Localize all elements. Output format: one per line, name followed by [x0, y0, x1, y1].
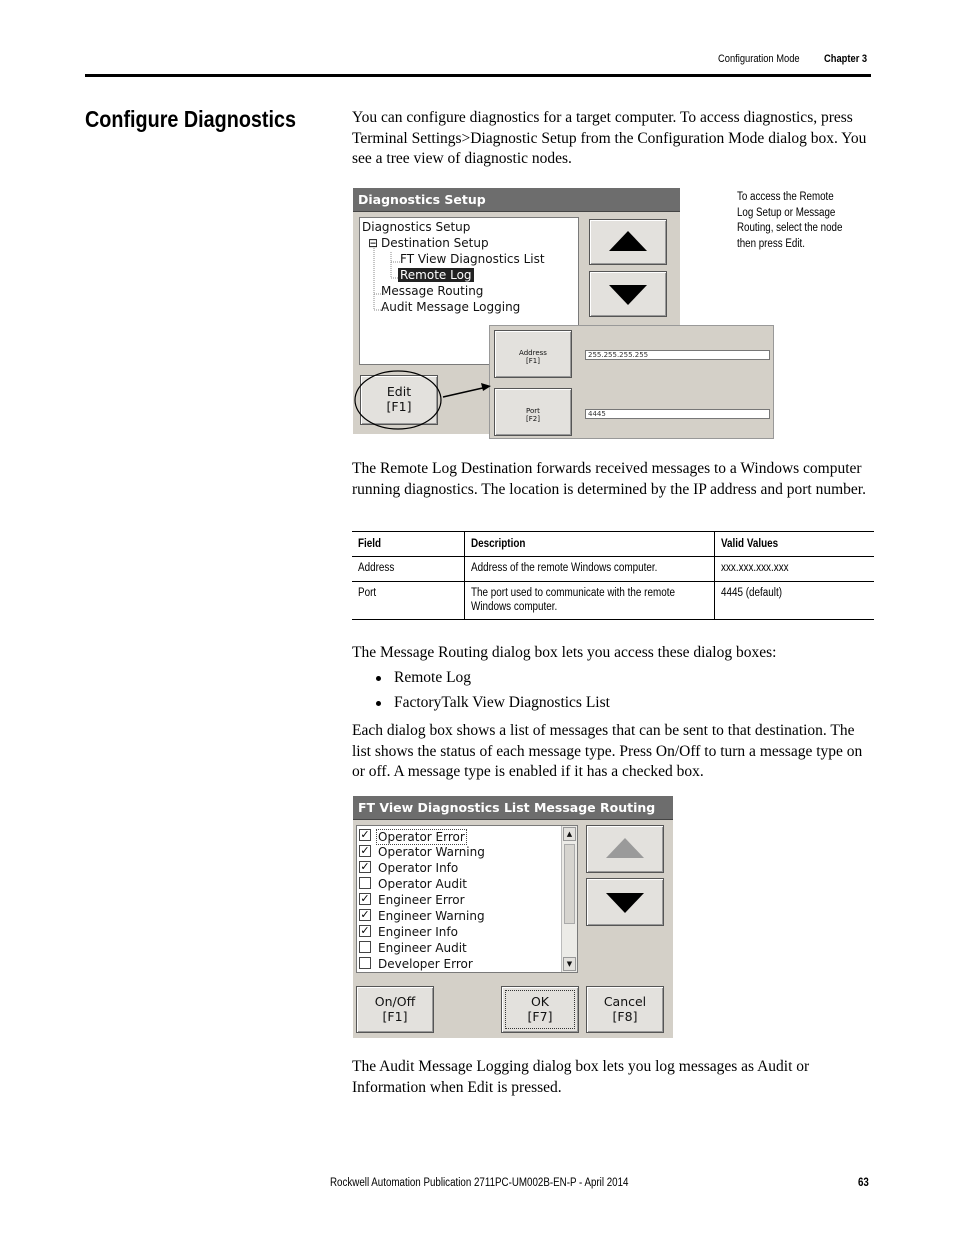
list-scrollbar[interactable]: [561, 826, 577, 972]
bullet-list: [374, 668, 610, 718]
list-item-label: Engineer Info: [378, 925, 458, 939]
message-routing-titlebar: FT View Diagnostics List Message Routing: [353, 796, 673, 820]
footer-publication: Rockwell Automation Publication 2711PC-UM002B-EN-P - April 2014: [330, 1177, 629, 1189]
port-button-key: [F2]: [526, 415, 540, 423]
checkbox[interactable]: ✓: [360, 924, 370, 937]
port-button-label: Port: [526, 407, 540, 415]
table-cell-text: The port used to communicate with the remote: [470, 587, 675, 599]
edit-callout-ellipse: [355, 371, 441, 429]
table-header-description: [464, 532, 714, 557]
checkbox[interactable]: ✓: [360, 892, 370, 905]
list-item-label: Operator Warning: [378, 845, 485, 859]
list-item[interactable]: [359, 908, 559, 923]
list-item[interactable]: [359, 828, 559, 843]
address-button-key: [F1]: [526, 357, 540, 365]
table-cell-text: Address of the remote Windows computer.: [470, 562, 657, 574]
edit-callout-overlay: [340, 360, 500, 440]
list-item-label: Operator Info: [378, 861, 459, 875]
on-off-button-label: On/Off: [374, 994, 416, 1009]
list-item: [374, 693, 610, 718]
table-row: [352, 557, 874, 582]
table-cell-text: Windows computer.: [470, 601, 557, 613]
list-item-text: Remote Log: [394, 669, 472, 686]
diagnostics-setup-titlebar: Diagnostics Setup: [353, 188, 680, 212]
list-item-text: FactoryTalk View Diagnostics List: [394, 694, 610, 711]
message-type-list: [356, 825, 578, 973]
list-item[interactable]: [359, 876, 559, 891]
scroll-up-button[interactable]: [586, 825, 664, 873]
table-cell: [714, 582, 874, 620]
remote-log-paragraph: The Remote Log Destination forwards received messages to a Windows computer running diagnostics. The location is determined by the IP address and port number.: [352, 460, 866, 498]
scroll-down-button[interactable]: [589, 271, 667, 317]
address-button-label: Address: [519, 349, 547, 357]
table-cell-text: xxx.xxx.xxx.xxx: [720, 562, 789, 574]
message-routing-screenshot: [353, 796, 673, 1038]
tree-node-diagnostics-setup[interactable]: Diagnostics Setup: [362, 220, 471, 234]
checkbox[interactable]: [359, 877, 371, 889]
tree-node-ft-view-diagnostics-list[interactable]: FT View Diagnostics List: [400, 252, 545, 266]
list-item[interactable]: [359, 844, 559, 859]
list-item-label: Engineer Error: [378, 893, 465, 907]
scroll-down-button[interactable]: [586, 878, 664, 926]
tree-node-message-routing[interactable]: Message Routing: [381, 284, 484, 298]
table-cell: [464, 557, 714, 582]
list-item: [374, 668, 610, 693]
table-header-valid-values: [714, 532, 874, 557]
triangle-down-icon: [609, 285, 647, 305]
on-off-button[interactable]: [356, 986, 434, 1033]
list-item[interactable]: [359, 956, 559, 971]
cancel-button[interactable]: [586, 986, 664, 1033]
table-cell-text: Address: [358, 562, 395, 574]
table-header-valid-values-text: Valid Values: [720, 538, 778, 550]
cancel-button-label: Cancel: [603, 994, 647, 1009]
collapse-icon[interactable]: ⊟: [368, 236, 379, 250]
list-item[interactable]: [359, 924, 559, 939]
list-item-label: Operator Error: [378, 830, 465, 844]
checkbox[interactable]: ✓: [360, 860, 370, 873]
table-cell: [464, 582, 714, 620]
list-item[interactable]: [359, 892, 559, 907]
tree-node-audit-message-logging[interactable]: Audit Message Logging: [381, 300, 521, 314]
scrollbar-thumb[interactable]: [564, 844, 575, 924]
table-cell: [352, 557, 464, 582]
remote-log-inset: [489, 325, 774, 439]
list-item-label: Operator Audit: [378, 877, 467, 891]
checkbox[interactable]: ✓: [360, 828, 370, 841]
list-item[interactable]: [359, 940, 559, 955]
routing-paragraph: The Message Routing dialog box lets you access these dialog boxes:: [352, 644, 777, 661]
footer-page-number: 63: [858, 1177, 869, 1189]
cancel-button-key: [F8]: [612, 1009, 638, 1024]
running-header-section: Configuration Mode: [718, 53, 800, 65]
triangle-down-icon: [606, 893, 644, 913]
checkbox[interactable]: ✓: [360, 908, 370, 921]
bullet-icon: [376, 676, 381, 681]
address-field[interactable]: 255.255.255.255: [585, 350, 770, 360]
port-button[interactable]: [494, 388, 572, 436]
edit-button-key: [F1]: [386, 399, 412, 414]
ok-button-label: OK: [530, 994, 550, 1009]
intro-paragraph: You can configure diagnostics for a target computer. To access diagnostics, press Terminal Settings>Diagnostic Setup from the Configuration Mode dialog box. You see a tree view of diagnostic nodes.: [352, 109, 867, 167]
edit-button-label: Edit: [386, 384, 412, 399]
figure-caption: To access the Remote Log Setup or Message Routing, select the node then press Edit.: [737, 191, 843, 250]
scroll-up-button[interactable]: [589, 219, 667, 265]
ok-button[interactable]: [501, 986, 579, 1033]
list-item-label: Developer Error: [378, 957, 473, 971]
scrollbar-up-arrow[interactable]: ▲: [563, 827, 576, 841]
header-rule: [85, 74, 871, 77]
table-cell: [714, 557, 874, 582]
on-off-button-key: [F1]: [382, 1009, 408, 1024]
list-item[interactable]: [359, 860, 559, 875]
list-paragraph: Each dialog box shows a list of messages that can be sent to that destination. The list shows the status of each message type. Press On/Off to turn a message type on or off. A message type is enabled if it has a checked box.: [352, 722, 863, 780]
audit-paragraph: The Audit Message Logging dialog box lets you log messages as Audit or Information when Edit is pressed.: [352, 1058, 810, 1096]
scrollbar-down-arrow[interactable]: ▼: [563, 957, 576, 971]
table-row: [352, 582, 874, 620]
tree-node-remote-log-label: Remote Log: [400, 268, 472, 282]
table-cell: [352, 582, 464, 620]
table-cell-text: Port: [358, 587, 377, 599]
checkbox[interactable]: [359, 941, 371, 953]
triangle-up-icon: [609, 231, 647, 251]
triangle-up-icon: [606, 838, 644, 858]
callout-arrowhead: [481, 383, 491, 391]
remote-log-table: [352, 531, 874, 620]
running-header-chapter: Chapter 3: [824, 53, 868, 65]
table-header-row: [352, 532, 874, 557]
tree-node-destination-setup[interactable]: Destination Setup: [381, 236, 489, 250]
table-header-field-text: Field: [358, 538, 382, 550]
table-header-field: [352, 532, 464, 557]
checkbox[interactable]: ✓: [360, 844, 370, 857]
port-field[interactable]: 4445: [585, 409, 770, 419]
table-cell-text: 4445 (default): [720, 587, 782, 599]
table-header-description-text: Description: [470, 538, 525, 550]
tree-node-remote-log[interactable]: [398, 268, 474, 283]
address-button[interactable]: [494, 330, 572, 378]
ok-button-key: [F7]: [527, 1009, 553, 1024]
checkbox[interactable]: [359, 957, 371, 969]
section-title: Configure Diagnostics: [85, 106, 297, 132]
callout-arrow-line: [443, 387, 487, 397]
list-item-label: Engineer Warning: [378, 909, 485, 923]
list-item-label: Engineer Audit: [378, 941, 467, 955]
bullet-icon: [376, 701, 381, 706]
